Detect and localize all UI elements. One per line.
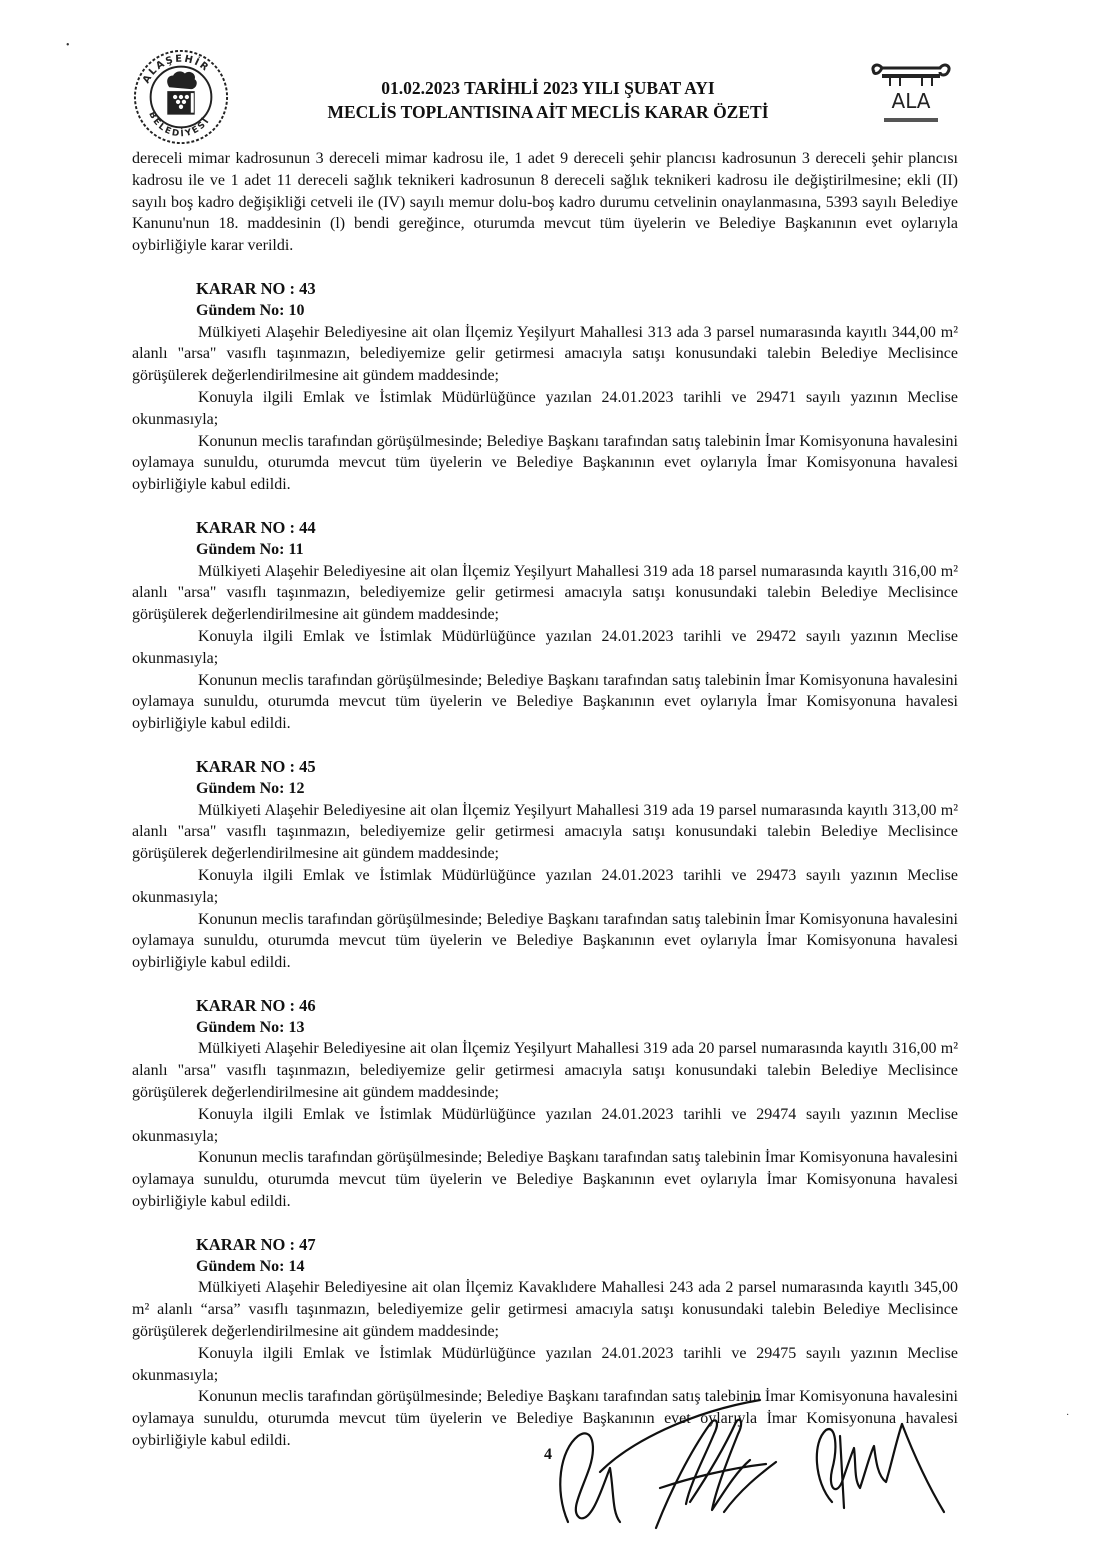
decision-paragraph-subject: Mülkiyeti Alaşehir Belediyesine ait olan İlçemiz Yeşilyurt Mahallesi 319 ada 18 parsel numarasında kayıtlı 316,00 m² alanlı "arsa" vasıflı taşınmazın, belediyemize gelir getirmesi amacıyla satışı konusundaki talebin Belediye Meclisince görüşülerek değerlendirilmesine ait gündem maddesinde; [132,562,958,624]
decision-paragraph-subject: Mülkiyeti Alaşehir Belediyesine ait olan İlçemiz Yeşilyurt Mahallesi 319 ada 19 parsel numarasında kayıtlı 313,00 m² alanlı "arsa" vasıflı taşınmazın, belediyemize gelir getirmesi amacıyla satışı konusundaki talebin Belediye Meclisince görüşülerek değerlendirilmesine ait gündem maddesinde; [132,801,958,863]
gundem-number: Gündem No: 14 [196,1257,305,1275]
alasehir-belediyesi-seal-icon [132,48,230,146]
scan-speck: • [66,40,70,51]
decision-paragraph-result: Konunun meclis tarafından görüşülmesinde; Belediye Başkanı tarafından satış talebinin İmar Komisyonuna havalesini oylamaya sunuldu, oturumda mevcut tüm üyelerin ve Belediye Başkanının evet oylarıyla İmar Komisyonuna havalesi oybirliğiyle kabul edildi. [132,1388,958,1450]
ala-logo-text: ALA [891,89,931,113]
decision-paragraph-letter: Konuyla ilgili Emlak ve İstimlak Müdürlüğünce yazılan 24.01.2023 tarihli ve 29474 sayılı yazının Meclise okunmasıyla; [132,1105,958,1145]
gundem-number: Gündem No: 10 [196,301,305,319]
signatures-area [540,1372,960,1532]
karar-number: KARAR NO : 45 [196,756,316,776]
document-header [230,76,866,124]
gundem-number: Gündem No: 13 [196,1018,305,1036]
ala-column-logo-icon [868,62,954,128]
decision-paragraph-letter: Konuyla ilgili Emlak ve İstimlak Müdürlüğünce yazılan 24.01.2023 tarihli ve 29473 sayılı yazının Meclise okunmasıyla; [132,866,958,906]
decision-paragraph-result: Konunun meclis tarafından görüşülmesinde; Belediye Başkanı tarafından satış talebinin İmar Komisyonuna havalesini oylamaya sunuldu, oturumda mevcut tüm üyelerin ve Belediye Başkanının evet oylarıyla İmar Komisyonuna havalesi oybirliğiyle kabul edildi. [132,432,958,494]
intro-paragraph: dereceli mimar kadrosunun 3 dereceli mimar kadrosu ile, 1 adet 9 dereceli şehir plancısı kadrosunun 3 dereceli şehir plancısı kadrosu ile ve 1 adet 11 dereceli sağlık teknikeri kadrosunun 8 dereceli sağlık teknikeri kadrosu ile değiştirilmesine; ekli (II) sayılı boş kadro değişikliği cetveli ile (IV) sayılı memur dolu-boş kadro durumu cetvelinin onaylanmasına, 5393 sayılı Belediye Kanunu'nun 18. maddesinin (l) bendi gereğince, oturumda mevcut tüm üyelerin ve Belediye Başkanının evet oylarıyla oybirliğiyle karar verildi. [132,150,958,255]
svg-text:ALAŞEHİR: ALAŞEHİR [140,53,212,86]
decision-paragraph-result: Konunun meclis tarafından görüşülmesinde; Belediye Başkanı tarafından satış talebinin İmar Komisyonuna havalesini oylamaya sunuldu, oturumda mevcut tüm üyelerin ve Belediye Başkanının evet oylarıyla İmar Komisyonuna havalesi oybirliğiyle kabul edildi. [132,910,958,972]
decision-paragraph-subject: Mülkiyeti Alaşehir Belediyesine ait olan İlçemiz Yeşilyurt Mahallesi 313 ada 3 parsel numarasında kayıtlı 344,00 m² alanlı "arsa" vasıflı taşınmazın, belediyemize gelir getirmesi amacıyla satışı konusundaki talebin Belediye Meclisince görüşülerek değerlendirilmesine ait gündem maddesinde; [132,323,958,385]
signature-2-icon [656,1420,776,1528]
karar-number: KARAR NO : 46 [196,995,316,1015]
karar-number: KARAR NO : 43 [196,278,316,298]
decision-paragraph-subject: Mülkiyeti Alaşehir Belediyesine ait olan İlçemiz Kavaklıdere Mahallesi 243 ada 2 parsel numarasında kayıtlı 345,00 m² alanlı “arsa” vasıflı taşınmazın, belediyemize gelir getirmesi amacıyla satışı konusundaki talebin Belediye Meclisince görüşülerek değerlendirilmesine ait gündem maddesinde; [132,1279,958,1341]
decision-paragraph-result: Konunun meclis tarafından görüşülmesinde; Belediye Başkanı tarafından satış talebinin İmar Komisyonuna havalesini oylamaya sunuldu, oturumda mevcut tüm üyelerin ve Belediye Başkanının evet oylarıyla İmar Komisyonuna havalesi oybirliğiyle kabul edildi. [132,1149,958,1211]
karar-number: KARAR NO : 44 [196,517,316,537]
signature-3-icon [817,1424,944,1512]
page-number: 4 [544,1446,552,1463]
header-title-line2: MECLİS TOPLANTISINA AİT MECLİS KARAR ÖZETİ [327,102,769,122]
decision-paragraph-letter: Konuyla ilgili Emlak ve İstimlak Müdürlüğünce yazılan 24.01.2023 tarihli ve 29472 sayılı yazının Meclise okunmasıyla; [132,627,958,667]
gundem-number: Gündem No: 12 [196,779,305,797]
karar-number: KARAR NO : 47 [196,1234,316,1254]
svg-text:BELEDİYESİ: BELEDİYESİ [146,110,213,140]
decision-section-44 [132,517,958,735]
decision-section-43 [132,278,958,496]
decision-paragraph-result: Konunun meclis tarafından görüşülmesinde; Belediye Başkanı tarafından satış talebinin İmar Komisyonuna havalesini oylamaya sunuldu, oturumda mevcut tüm üyelerin ve Belediye Başkanının evet oylarıyla İmar Komisyonuna havalesi oybirliğiyle kabul edildi. [132,671,958,733]
document-body [132,148,958,1452]
decision-paragraph-letter: Konuyla ilgili Emlak ve İstimlak Müdürlüğünce yazılan 24.01.2023 tarihli ve 29475 sayılı yazının Meclise okunmasıyla; [132,1344,958,1384]
decision-section-46 [132,995,958,1213]
decision-paragraph-subject: Mülkiyeti Alaşehir Belediyesine ait olan İlçemiz Yeşilyurt Mahallesi 319 ada 20 parsel numarasında kayıtlı 316,00 m² alanlı "arsa" vasıflı taşınmazın, belediyemize gelir getirmesi amacıyla satışı konusundaki talebin Belediye Meclisince görüşülerek değerlendirilmesine ait gündem maddesinde; [132,1040,958,1102]
gundem-number: Gündem No: 11 [196,540,304,558]
decision-section-45 [132,756,958,974]
header-title-line1: 01.02.2023 TARİHLİ 2023 YILI ŞUBAT AYI [381,78,715,98]
decision-paragraph-letter: Konuyla ilgili Emlak ve İstimlak Müdürlüğünce yazılan 24.01.2023 tarihli ve 29471 sayılı yazının Meclise okunmasıyla; [132,388,958,428]
scan-speck: · [1066,1410,1070,1421]
